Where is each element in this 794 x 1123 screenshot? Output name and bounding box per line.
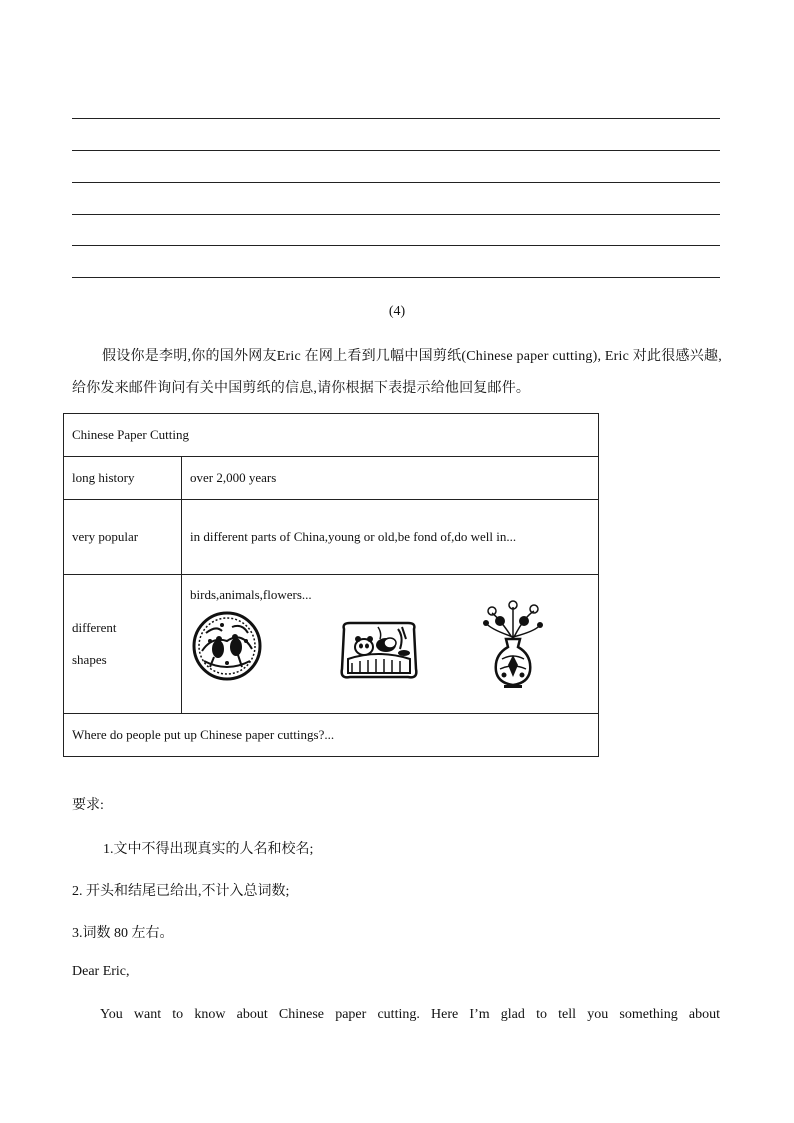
requirements-heading: 要求: xyxy=(72,798,104,813)
table-footer: Where do people put up Chinese paper cuttings?... xyxy=(64,714,599,757)
shapes-label-line-1: different shapes xyxy=(72,620,117,667)
writing-line-1 xyxy=(72,118,720,119)
info-table xyxy=(63,413,599,757)
table-title: Chinese Paper Cutting xyxy=(64,414,599,457)
writing-line-5 xyxy=(72,245,720,246)
requirement-item-3: 3.词数 80 左右。 xyxy=(72,926,174,941)
bird-paper-cutting-icon xyxy=(192,611,262,681)
letter-greeting: Dear Eric, xyxy=(72,964,130,979)
shapes-text: birds,animals,flowers... xyxy=(190,587,312,602)
writing-line-4 xyxy=(72,214,720,215)
requirement-item-1: 1.文中不得出现真实的人名和校名; xyxy=(103,842,314,857)
task-prompt: 假设你是李明,你的国外网友Eric 在网上看到几幅中国剪纸(Chinese paper cutting), Eric 对此很感兴趣,给你发来邮件询问有关中国剪纸的信息,请你根据下表提示给他回复邮件。 xyxy=(72,349,722,396)
panda-paper-cutting-icon xyxy=(338,619,420,683)
row-content-history: over 2,000 years xyxy=(182,457,599,500)
row-content-popular: in different parts of China,young or old,be fond of,do well in... xyxy=(182,500,599,575)
table-row xyxy=(64,575,599,714)
writing-line-3 xyxy=(72,182,720,183)
paper-cutting-images xyxy=(190,611,590,691)
writing-line-6 xyxy=(72,277,720,278)
row-label-shapes xyxy=(64,575,182,714)
table-row xyxy=(64,457,599,500)
row-content-shapes xyxy=(182,575,599,714)
letter-opening: You want to know about Chinese paper cutting. Here I’m glad to tell you something about xyxy=(100,1007,720,1022)
requirement-item-2: 2. 开头和结尾已给出,不计入总词数; xyxy=(72,884,290,899)
table-row xyxy=(64,500,599,575)
table-row xyxy=(64,714,599,757)
table-row xyxy=(64,414,599,457)
writing-line-2 xyxy=(72,150,720,151)
vase-paper-cutting-icon xyxy=(480,599,546,689)
question-number: (4) xyxy=(388,304,406,319)
row-label-popular: very popular xyxy=(64,500,182,575)
row-label-history: long history xyxy=(64,457,182,500)
